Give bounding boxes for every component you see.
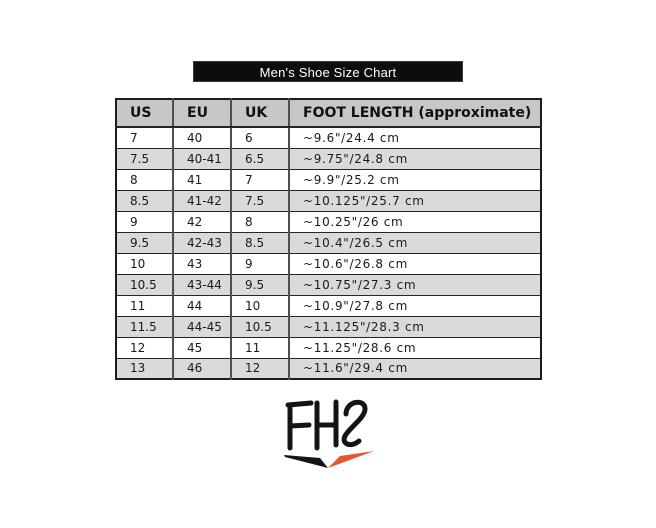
table-row (116, 358, 541, 379)
table-cell: 9.5 (116, 232, 173, 253)
table-cell: 9.5 (231, 274, 289, 295)
table-cell: 44 (173, 295, 231, 316)
table-cell: 45 (173, 337, 231, 358)
table-cell: ~11.125"/28.3 cm (289, 316, 541, 337)
table-cell: 10 (231, 295, 289, 316)
table-cell: 6 (231, 127, 289, 148)
table-cell: 11.5 (116, 316, 173, 337)
letter-f-mid-bar (290, 425, 309, 426)
chart-title-bar: Men's Shoe Size Chart (193, 61, 463, 82)
table-cell: 6.5 (231, 148, 289, 169)
table-cell: 40 (173, 127, 231, 148)
table-cell: 12 (116, 337, 173, 358)
table-cell: 7.5 (116, 148, 173, 169)
table-cell: ~10.9"/27.8 cm (289, 295, 541, 316)
table-header-row (116, 99, 541, 127)
swoosh-black (284, 455, 328, 468)
table-cell: ~9.75"/24.8 cm (289, 148, 541, 169)
table-cell: ~10.125"/25.7 cm (289, 190, 541, 211)
table-row (116, 316, 541, 337)
table-cell: 8 (116, 169, 173, 190)
table-row (116, 295, 541, 316)
fhs-logo (276, 398, 380, 474)
table-cell: 43 (173, 253, 231, 274)
letter-f-top-bar (288, 403, 311, 405)
table-cell: 12 (231, 358, 289, 379)
table-body (116, 127, 541, 379)
table-cell: 8.5 (116, 190, 173, 211)
column-header-foot-length: FOOT LENGTH (approximate) (289, 99, 541, 127)
table-cell: ~9.9"/25.2 cm (289, 169, 541, 190)
table-cell: 10.5 (116, 274, 173, 295)
table-cell: 41 (173, 169, 231, 190)
table-cell: 44-45 (173, 316, 231, 337)
table-cell: 40-41 (173, 148, 231, 169)
table-cell: 10 (116, 253, 173, 274)
table-row (116, 253, 541, 274)
table-cell: 13 (116, 358, 173, 379)
column-header-eu: EU (173, 99, 231, 127)
table-cell: 7.5 (231, 190, 289, 211)
table-cell: 8.5 (231, 232, 289, 253)
table-cell: 41-42 (173, 190, 231, 211)
table-cell: ~10.75"/27.3 cm (289, 274, 541, 295)
table-cell: 11 (231, 337, 289, 358)
table-cell: ~10.6"/26.8 cm (289, 253, 541, 274)
fhs-logo-letters (288, 402, 365, 448)
table-row (116, 274, 541, 295)
table-row (116, 169, 541, 190)
table-cell: 9 (231, 253, 289, 274)
table-cell: ~10.4"/26.5 cm (289, 232, 541, 253)
table-cell: 46 (173, 358, 231, 379)
table-cell: ~11.25"/28.6 cm (289, 337, 541, 358)
table-row (116, 190, 541, 211)
letter-s (344, 402, 365, 444)
table-row (116, 211, 541, 232)
table-cell: 7 (116, 127, 173, 148)
swoosh-orange (328, 451, 374, 468)
table-cell: 7 (231, 169, 289, 190)
table-cell: ~10.25"/26 cm (289, 211, 541, 232)
table-cell: 10.5 (231, 316, 289, 337)
table-cell: 8 (231, 211, 289, 232)
column-header-us: US (116, 99, 173, 127)
table-row (116, 127, 541, 148)
table-row (116, 337, 541, 358)
table-cell: 43-44 (173, 274, 231, 295)
table-row (116, 148, 541, 169)
shoe-size-table (115, 98, 542, 380)
table-cell: 42 (173, 211, 231, 232)
table-cell: 9 (116, 211, 173, 232)
table-cell: ~9.6"/24.4 cm (289, 127, 541, 148)
table-cell: 11 (116, 295, 173, 316)
column-header-uk: UK (231, 99, 289, 127)
table-cell: ~11.6"/29.4 cm (289, 358, 541, 379)
table-row (116, 232, 541, 253)
table-cell: 42-43 (173, 232, 231, 253)
